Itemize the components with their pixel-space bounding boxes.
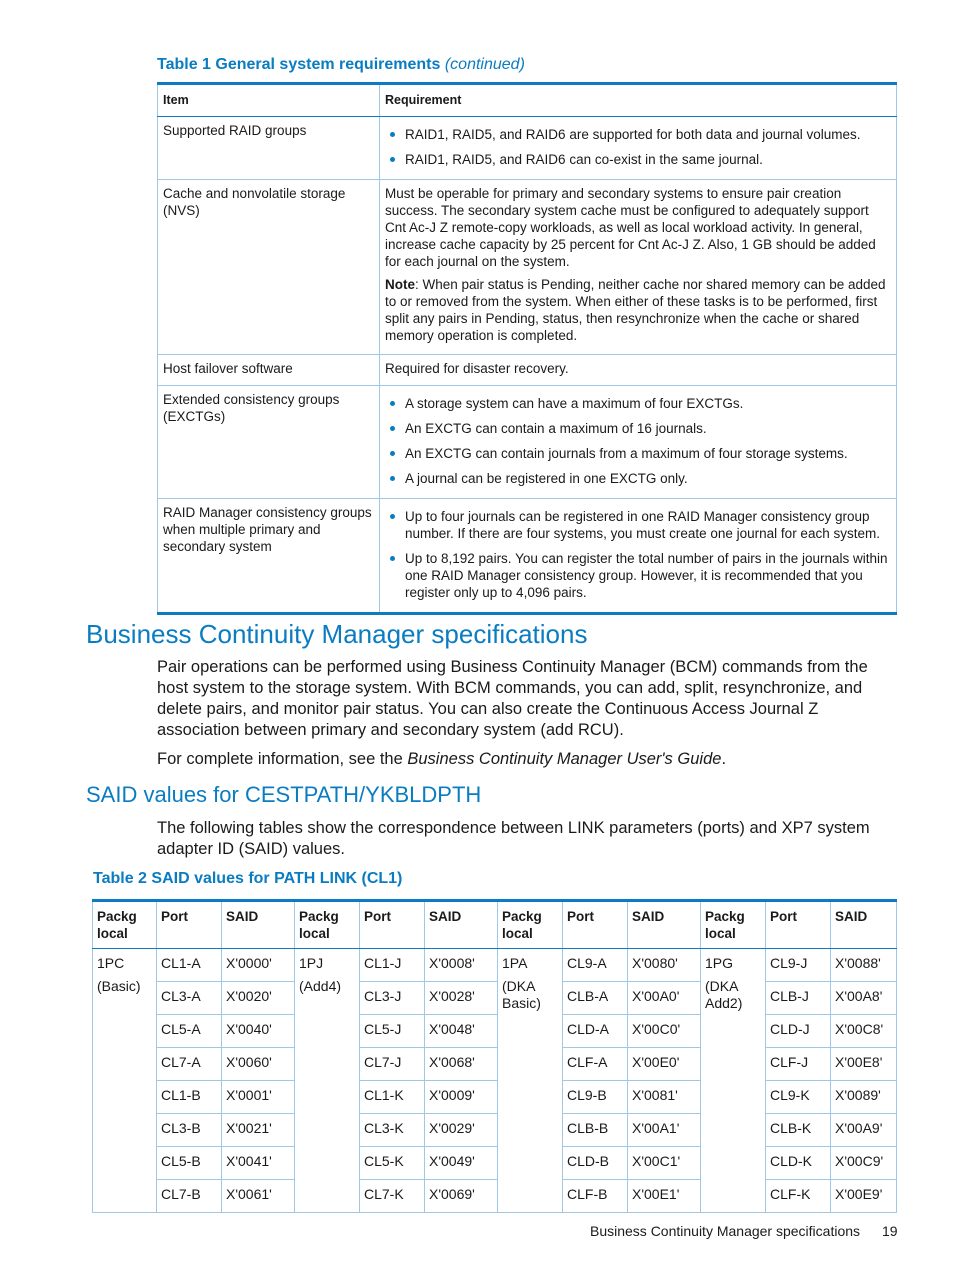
port-cell: CLD-B — [563, 1147, 628, 1180]
table1-caption: Table 1 General system requirements (continued) — [157, 56, 525, 73]
table2-caption: Table 2 SAID values for PATH LINK (CL1) — [93, 870, 403, 887]
table-row — [93, 1180, 897, 1213]
port-cell: CLD-K — [766, 1147, 831, 1180]
port-cell: CLB-A — [563, 982, 628, 1015]
table-row — [93, 1147, 897, 1180]
port-cell: CLB-K — [766, 1114, 831, 1147]
table1-caption-suffix: (continued) — [444, 56, 525, 73]
package-cell: 1PG (DKA Add2) — [701, 949, 766, 1213]
said-values-table — [92, 899, 897, 1213]
footer-label: Business Continuity Manager specifications — [590, 1223, 861, 1239]
table-row — [93, 1081, 897, 1114]
list-item: An EXCTG can contain a maximum of 16 journals. — [405, 420, 891, 437]
column-header-packg: Packg local — [93, 901, 157, 949]
port-cell: CLF-J — [766, 1048, 831, 1081]
table-row — [158, 499, 897, 614]
note-text: Note: When pair status is Pending, neither cache nor shared memory can be added to or removed from the system. When either of these tasks is to be performed, first split any pairs in Pending, status, then resynchronize when the cache or shared memory operation is completed. — [385, 277, 886, 343]
said-cell: X'0089' — [831, 1081, 897, 1114]
table-row — [158, 386, 897, 499]
section-body-bcm — [157, 657, 897, 778]
said-cell: X'00C1' — [628, 1147, 701, 1180]
said-cell: X'0041' — [222, 1147, 295, 1180]
table-row — [93, 1114, 897, 1147]
said-cell: X'0040' — [222, 1015, 295, 1048]
column-header-said: SAID — [425, 901, 498, 949]
column-header-packg: Packg local — [295, 901, 360, 949]
table-row — [158, 355, 897, 386]
said-cell: X'00C8' — [831, 1015, 897, 1048]
said-cell: X'0028' — [425, 982, 498, 1015]
requirement-cell — [380, 117, 897, 180]
port-cell: CLD-J — [766, 1015, 831, 1048]
port-cell: CL3-B — [157, 1114, 222, 1147]
note-label: Note — [385, 277, 415, 292]
port-cell: CL9-K — [766, 1081, 831, 1114]
column-header-port: Port — [766, 901, 831, 949]
page-number: 19 — [882, 1223, 898, 1239]
table-row — [93, 982, 897, 1015]
port-cell: CL5-B — [157, 1147, 222, 1180]
port-cell: CL3-J — [360, 982, 425, 1015]
port-cell: CLF-B — [563, 1180, 628, 1213]
said-cell: X'0061' — [222, 1180, 295, 1213]
port-cell: CLB-J — [766, 982, 831, 1015]
paragraph: The following tables show the correspondence between LINK parameters (ports) and XP7 system adapter ID (SAID) values. — [157, 819, 870, 858]
requirement-cell — [380, 499, 897, 614]
table-header-row — [93, 901, 897, 949]
bullet-list — [385, 395, 891, 487]
item-cell: RAID Manager consistency groups when multiple primary and secondary system — [158, 499, 380, 614]
port-cell: CLD-A — [563, 1015, 628, 1048]
table-row — [93, 1015, 897, 1048]
column-header-said: SAID — [628, 901, 701, 949]
list-item: An EXCTG can contain journals from a maximum of four storage systems. — [405, 445, 891, 462]
list-item: Up to 8,192 pairs. You can register the total number of pairs in the journals within one RAID Manager consistency group. However, it is recommended that you register only up to 4,096 pairs. — [405, 550, 891, 601]
said-cell: X'0001' — [222, 1081, 295, 1114]
paragraph: Pair operations can be performed using Business Continuity Manager (BCM) commands from the host system to the storage system. With BCM commands, you can add, split, resynchronize, and delete pairs, and monitor pair status. You can also create the Continuous Access Journal Z association between primary and secondary system (add RCU). — [157, 658, 868, 739]
port-cell: CL7-B — [157, 1180, 222, 1213]
bullet-list — [385, 508, 891, 601]
port-cell: CL1-B — [157, 1081, 222, 1114]
column-header-requirement: Requirement — [380, 84, 897, 117]
said-cell: X'00E8' — [831, 1048, 897, 1081]
port-cell: CL1-A — [157, 949, 222, 982]
port-cell: CL9-B — [563, 1081, 628, 1114]
package-cell: 1PA (DKA Basic) — [498, 949, 563, 1213]
column-header-said: SAID — [222, 901, 295, 949]
port-cell: CL3-A — [157, 982, 222, 1015]
table-row — [158, 180, 897, 355]
list-item: Up to four journals can be registered in one RAID Manager consistency group number. If there are four systems, you must create one journal for each system. — [405, 508, 891, 542]
port-cell: CL7-K — [360, 1180, 425, 1213]
requirement-cell: Required for disaster recovery. — [380, 355, 897, 386]
said-cell: X'0008' — [425, 949, 498, 982]
general-requirements-table — [157, 82, 897, 615]
said-cell: X'0048' — [425, 1015, 498, 1048]
port-cell: CL1-J — [360, 949, 425, 982]
list-item: RAID1, RAID5, and RAID6 are supported for both data and journal volumes. — [405, 126, 891, 143]
list-item: A journal can be registered in one EXCTG only. — [405, 470, 891, 487]
table-header-row — [158, 84, 897, 117]
said-cell: X'0068' — [425, 1048, 498, 1081]
table-row — [158, 117, 897, 180]
item-cell: Supported RAID groups — [158, 117, 380, 180]
said-cell: X'0069' — [425, 1180, 498, 1213]
column-header-packg: Packg local — [498, 901, 563, 949]
column-header-packg: Packg local — [701, 901, 766, 949]
port-cell: CL9-J — [766, 949, 831, 982]
column-header-port: Port — [563, 901, 628, 949]
said-cell: X'0081' — [628, 1081, 701, 1114]
port-cell: CLF-K — [766, 1180, 831, 1213]
table-row — [93, 1048, 897, 1081]
section-heading-said: SAID values for CESTPATH/YKBLDPTH — [86, 782, 482, 807]
list-item: RAID1, RAID5, and RAID6 can co-exist in the same journal. — [405, 151, 891, 168]
column-header-port: Port — [360, 901, 425, 949]
requirement-cell — [380, 386, 897, 499]
said-cell: X'0000' — [222, 949, 295, 982]
requirement-text: Must be operable for primary and secondary systems to ensure pair creation success. The secondary system cache must be configured to adequately support Cnt Ac-J Z remote-copy workloads, as well as local workload activity. In general, increase cache capacity by 25 percent for Cnt Ac-J Z. Also, 1 GB should be added for each journal on the system. — [385, 186, 876, 269]
port-cell: CL7-J — [360, 1048, 425, 1081]
port-cell: CL1-K — [360, 1081, 425, 1114]
item-cell: Host failover software — [158, 355, 380, 386]
said-cell: X'00E9' — [831, 1180, 897, 1213]
paragraph: For complete information, see the Business Continuity Manager User's Guide. — [157, 750, 727, 768]
port-cell: CL9-A — [563, 949, 628, 982]
item-cell: Extended consistency groups (EXCTGs) — [158, 386, 380, 499]
said-cell: X'0021' — [222, 1114, 295, 1147]
column-header-port: Port — [157, 901, 222, 949]
port-cell: CLB-B — [563, 1114, 628, 1147]
said-cell: X'00E1' — [628, 1180, 701, 1213]
said-cell: X'00A1' — [628, 1114, 701, 1147]
said-cell: X'00E0' — [628, 1048, 701, 1081]
port-cell: CL5-A — [157, 1015, 222, 1048]
item-cell: Cache and nonvolatile storage (NVS) — [158, 180, 380, 355]
said-cell: X'0020' — [222, 982, 295, 1015]
requirement-cell — [380, 180, 897, 355]
package-cell: 1PC (Basic) — [93, 949, 157, 1213]
said-cell: X'00C9' — [831, 1147, 897, 1180]
bullet-list — [385, 126, 891, 168]
section-heading-bcm: Business Continuity Manager specifications — [86, 619, 588, 649]
section-body-said — [157, 818, 897, 868]
column-header-said: SAID — [831, 901, 897, 949]
port-cell: CL3-K — [360, 1114, 425, 1147]
column-header-item: Item — [158, 84, 380, 117]
package-cell: 1PJ (Add4) — [295, 949, 360, 1213]
said-cell: X'0088' — [831, 949, 897, 982]
guide-title: Business Continuity Manager User's Guide — [407, 750, 722, 768]
said-cell: X'00C0' — [628, 1015, 701, 1048]
port-cell: CL5-K — [360, 1147, 425, 1180]
said-cell: X'00A8' — [831, 982, 897, 1015]
port-cell: CL7-A — [157, 1048, 222, 1081]
said-cell: X'0049' — [425, 1147, 498, 1180]
list-item: A storage system can have a maximum of four EXCTGs. — [405, 395, 891, 412]
port-cell: CL5-J — [360, 1015, 425, 1048]
said-cell: X'0009' — [425, 1081, 498, 1114]
said-cell: X'0080' — [628, 949, 701, 982]
table-row — [93, 949, 897, 982]
said-cell: X'0029' — [425, 1114, 498, 1147]
said-cell: X'00A9' — [831, 1114, 897, 1147]
said-cell: X'0060' — [222, 1048, 295, 1081]
port-cell: CLF-A — [563, 1048, 628, 1081]
said-cell: X'00A0' — [628, 982, 701, 1015]
